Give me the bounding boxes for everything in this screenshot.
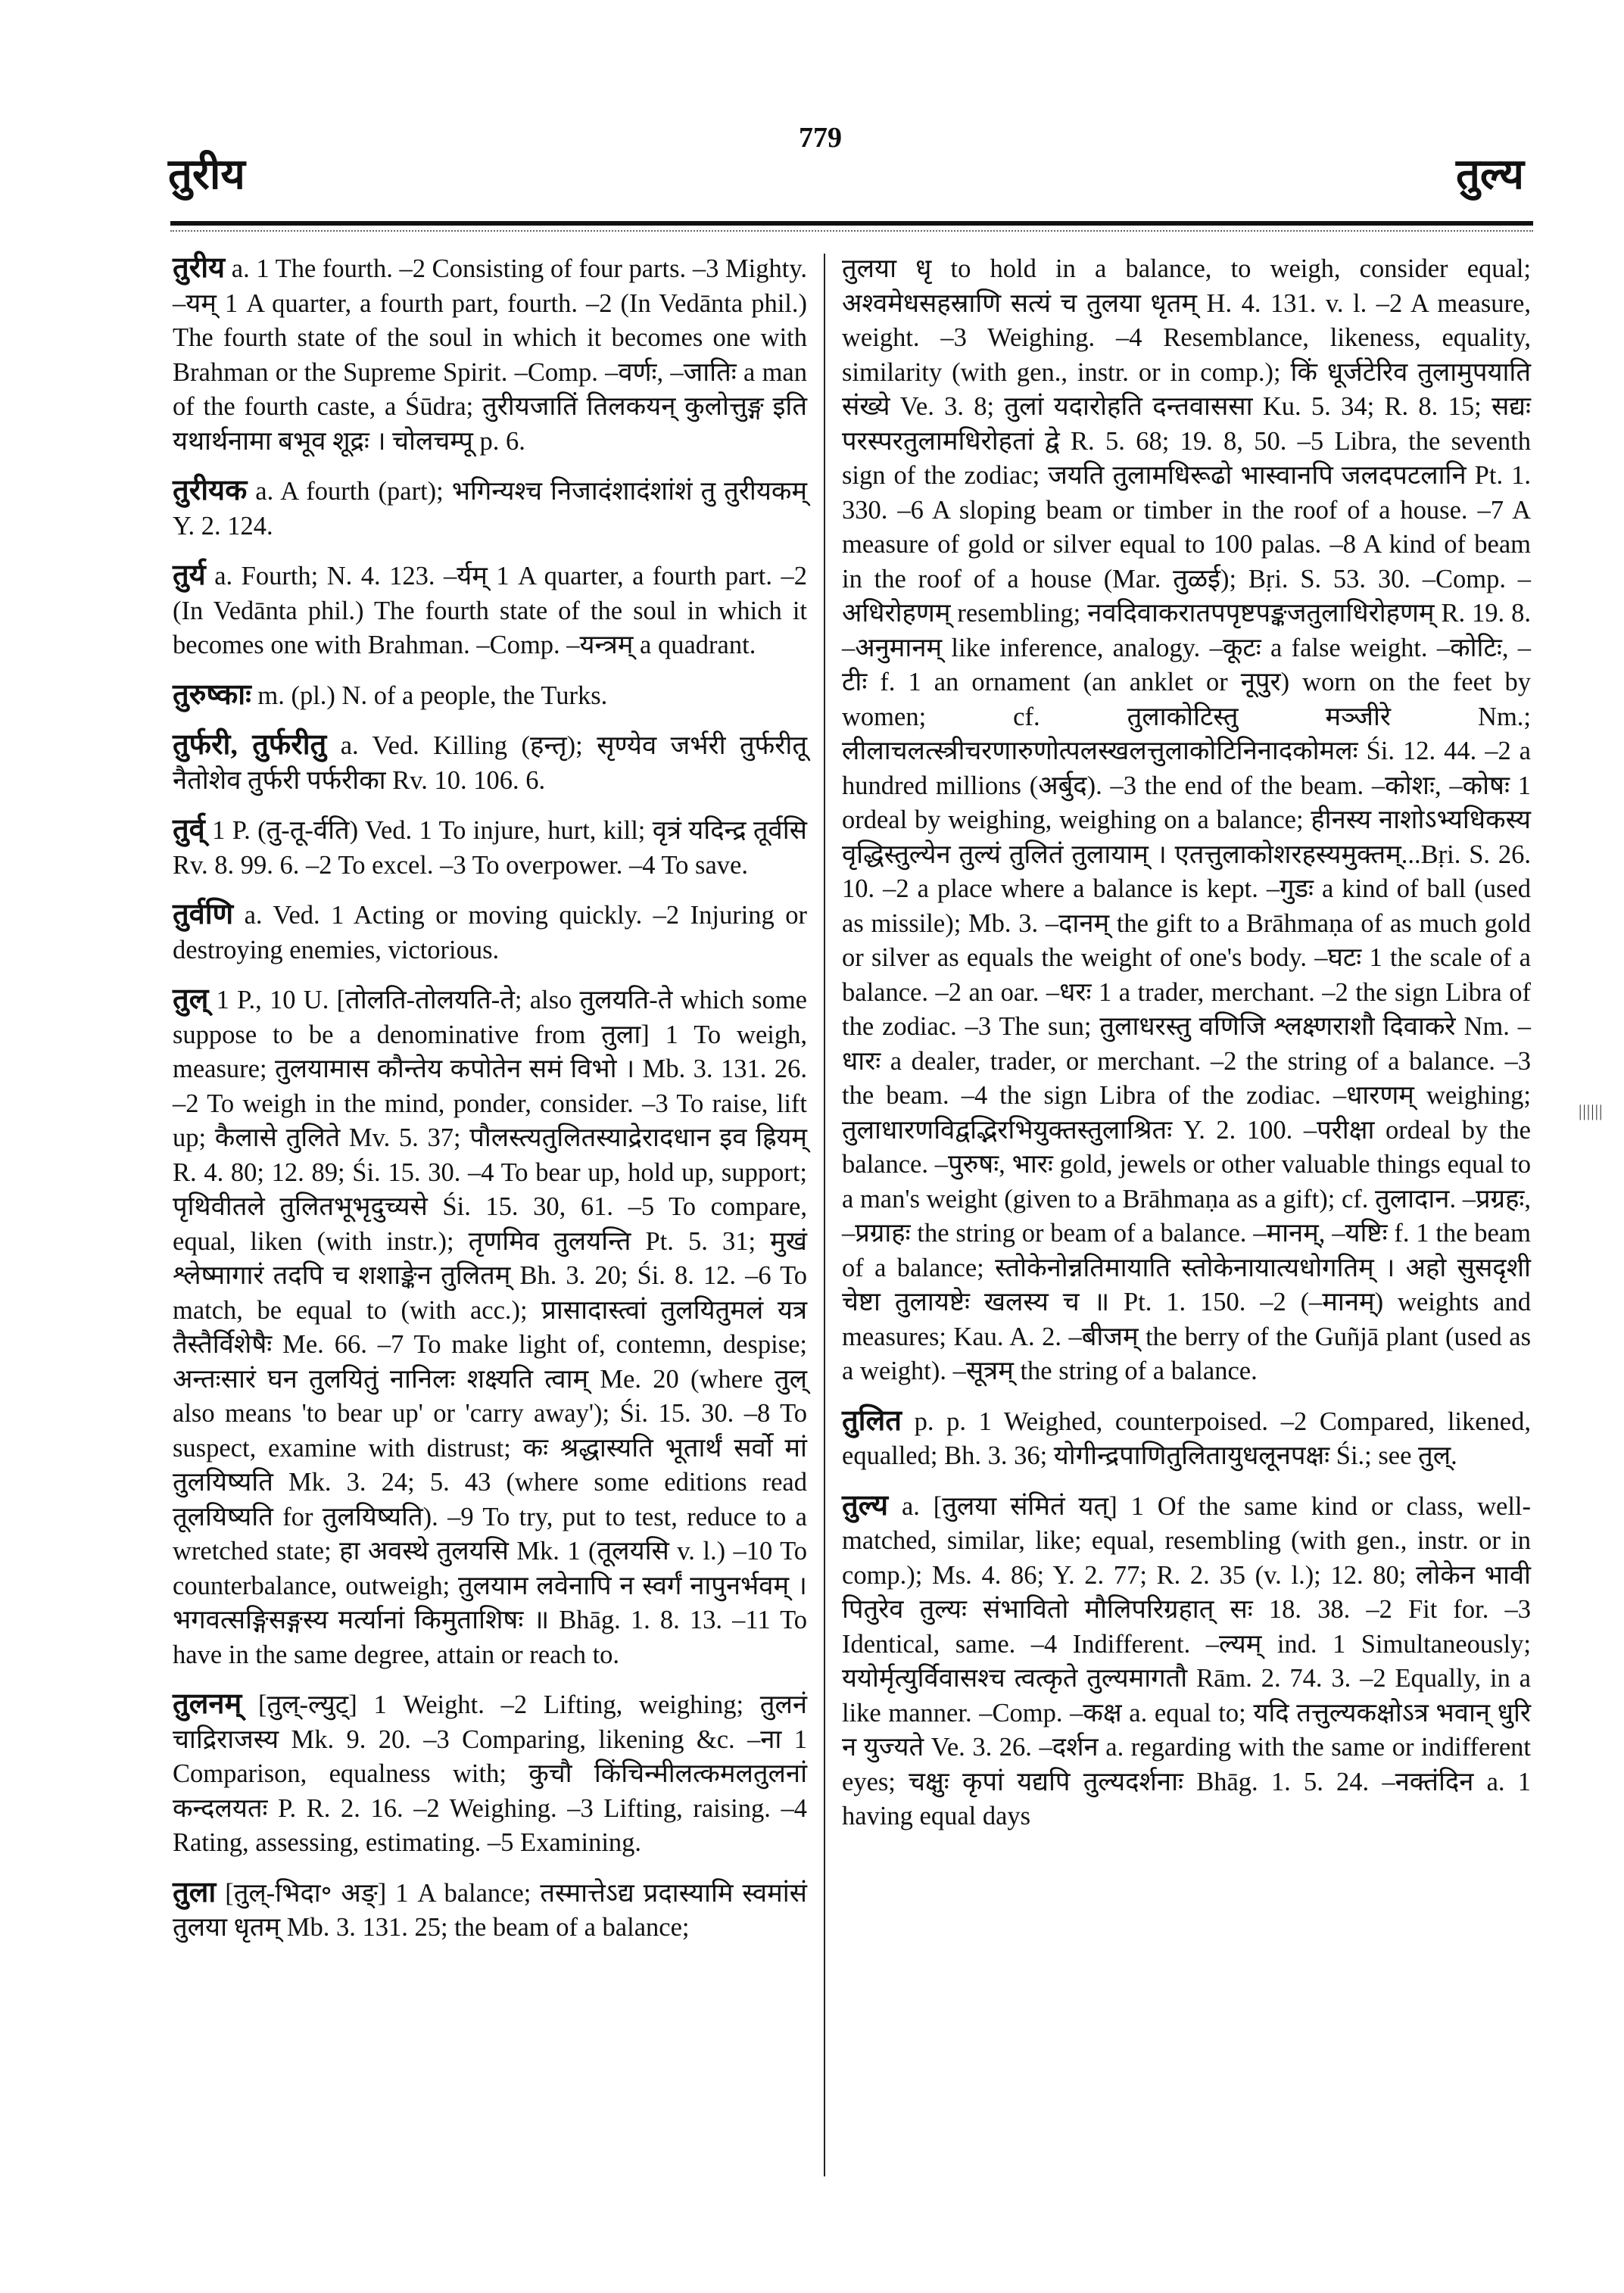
entry-headword: तुरीय (173, 252, 226, 284)
entry-headword: तुल्य (842, 1489, 889, 1522)
entry-definition: a. A fourth (part); भगिन्यश्च निजादंशादंशांशं तु तुरीयकम् Y. 2. 124. (173, 477, 807, 541)
entry-definition: तुलया धृ to hold in a balance, to weigh, consider equal; अश्वमेधसहस्राणि सत्यं च तुलया धृतम् H. 4. 131. v. l. –2 A measure, weight. –3 Weighing. –4 Resemblance, likeness, equality, similarity (with gen., instr. or in comp.); किं धूर्जटेरिव तुलामुपयाति संख्ये Ve. 3. 8; तुलां यदारोहति दन्तवाससा Ku. 5. 34; R. 8. 15; सद्यः परस्परतुलामधिरोहतां द्वे R. 5. 68; 19. 8, 50. –5 Libra, the seventh sign of the zodiac; जयति तुलामधिरूढो भास्वानपि जलदपटलानि Pt. 1. 330. –6 A sloping beam or timber in the roof of a house. –7 A measure of gold or silver equal to 100 palas. –8 A kind of beam in the roof of a house (Mar. तुळई); Bṛi. S. 53. 30. –Comp. –अधिरोहणम् resembling; नवदिवाकरातपपृष्टपङ्कजतुलाधिरोहणम् R. 19. 8. –अनुमानम् like inference, analogy. –कूटः a false weight. –कोटिः, –टीः f. 1 an ornament (an anklet or नूपुर) worn on the feet by women; cf. तुलाकोटिस्तु मञ्जीरे Nm.; लीलाचलत्स्त्रीचरणारुणोत्पलस्खलत्तुलाकोटिनिनादकोमलः Śi. 12. 44. –2 a hundred millions (अर्बुद). –3 the end of the beam. –कोशः, –कोषः 1 ordeal by weighing, weighing on a balance; हीनस्य नाशोऽभ्यधिकस्य वृद्धिस्तुल्येन तुल्यं तुलितं तुलायाम् । एतत्तुलाकोशरहस्यमुक्तम्...Bṛi. S. 26. 10. –2 a place where a balance is kept. –गुडः a kind of ball (used as missile); Mb. 3. –दानम् the gift to a Brāhmaṇa of as much gold or silver as equals the weight of one's body. –घटः 1 the scale of a balance. –2 an oar. –धरः 1 a trader, merchant. –2 the sign Libra of the zodiac. –3 The sun; तुलाधरस्तु वणिजि श्लक्ष्णराशौ दिवाकरे Nm. –धारः a dealer, trader, or merchant. –2 the string of a balance. –3 the beam. –4 the sign Libra of the zodiac. –धारणम् weighing; तुलाधारणविद्वद्भिरभियुक्तस्तुलाश्रितः Y. 2. 100. –परीक्षा ordeal by the balance. –पुरुषः, भारः gold, jewels or other valuable things equal to a man's weight (given to a Brāhmaṇa as a gift); cf. तुलादान. –प्रग्रहः, –प्रग्राहः the string or beam of a balance. –मानम्, –यष्टिः f. 1 the beam of a balance; स्तोकेनोन्नतिमायाति स्तोकेनायात्यधोगतिम् । अहो सुसदृशी चेष्टा तुलायष्टेः खलस्य च ॥ Pt. 1. 150. –2 (–मानम्) weights and measures; Kau. A. 2. –बीजम् the berry of the Guñjā plant (used as a weight). –सूत्रम् the string of a balance. (842, 254, 1531, 1385)
entry-headword: तुलित (842, 1404, 902, 1437)
entry-definition: a. Ved. Killing (हन्तृ); सृण्येव जर्भरी तुर्फरीतू नैतोशेव तुर्फरी पर्फरीका Rv. 10. 106. 6. (173, 731, 807, 795)
entry-headword: तुरुष्काः (173, 678, 251, 711)
entry-headword: तुल् (173, 983, 209, 1015)
entry-definition: a. 1 The fourth. –2 Consisting of four parts. –3 Mighty. –यम् 1 A quarter, a fourth part, fourth. –2 (In Vedānta phil.) The fourth state of the soul in which it becomes one with Brahman or the Supreme Spirit. –Comp. –वर्णः, –जातिः a man of the fourth caste, a Śūdra; तुरीयजातिं तिलकयन् कुलोत्तुङ्ग इति यथार्थनामा बभूव शूद्रः । चोलचम्पू p. 6. (173, 254, 807, 456)
dictionary-entry (173, 474, 807, 544)
dictionary-entry (173, 983, 807, 1672)
entry-headword: तुर्व् (173, 814, 205, 846)
entry-definition: [तुल्-भिदा॰ अङ्] 1 A balance; तस्मात्तेऽद्य प्रदास्यामि स्वमांसं तुलया धृतम् Mb. 3. 131. 25; the beam of a balance; (173, 1878, 807, 1942)
entry-headword: तुर्फरी, तुर्फरीतु (173, 729, 327, 761)
right-column (842, 251, 1531, 1849)
dictionary-entry (842, 1404, 1531, 1474)
entry-headword: तुर्य (173, 559, 206, 591)
dictionary-entry (842, 1489, 1531, 1834)
entry-definition: 1 P., 10 U. [तोलति-तोलयति-ते; also तुलयति-ते which some suppose to be a denominative from तुला] 1 To weigh, measure; तुलयामास कौन्तेय कपोतेन समं विभो । Mb. 3. 131. 26. –2 To weigh in the mind, ponder, consider. –3 To raise, lift up; कैलासे तुलिते Mv. 5. 37; पौलस्त्यतुलितस्याद्रेरादधान इव ह्रियम् R. 4. 80; 12. 89; Śi. 15. 30. –4 To bear up, hold up, support; पृथिवीतले तुलितभूभृदुच्यसे Śi. 15. 30, 61. –5 To compare, equal, liken (with instr.); तृणमिव तुलयन्ति Pt. 5. 31; मुखं श्लेष्मागारं तदपि च शशाङ्केन तुलितम् Bh. 3. 20; Śi. 8. 12. –6 To match, be equal to (with acc.); प्रासादास्त्वां तुलयितुमलं यत्र तैस्तैर्विशेषैः Me. 66. –7 To make light of, contemn, despise; अन्तःसारं घन तुलयितुं नानिलः शक्ष्यति त्वाम् Me. 20 (where तुल् also means 'to bear up' or 'carry away'); Śi. 15. 30. –8 To suspect, examine with distrust; कः श्रद्धास्यति भूतार्थं सर्वो मां तुलयिष्यति Mk. 3. 24; 5. 43 (where some editions read तूलयिष्यति for तुलयिष्यति). –9 To try, put to test, reduce to a wretched state; हा अवस्थे तुलयसि Mk. 1 (तूलयसि v. l.) –10 To counterbalance, outweigh; तुलयाम लवेनापि न स्वर्गं नापुनर्भवम् । भगवत्सङ्गिसङ्गस्य मर्त्यानां किमुताशिषः ॥ Bhāg. 1. 8. 13. –11 To have in the same degree, attain or reach to. (173, 986, 807, 1669)
dictionary-entry (173, 813, 807, 883)
entry-definition: a. Fourth; N. 4. 123. –र्यम् 1 A quarter, a fourth part. –2 (In Vedānta phil.) The fourth state of the soul in which it becomes one with Brahman. –Comp. –यन्त्रम् a quadrant. (173, 562, 807, 659)
header-rule (170, 221, 1533, 226)
page-number: 779 (799, 122, 842, 154)
entry-definition: [तुल्-ल्युट्] 1 Weight. –2 Lifting, weighing; तुलनं चाद्रिराजस्य Mk. 9. 20. –3 Comparing, likening &c. –ना 1 Comparison, equalness with; कुचौ किंचिन्मीलत्कमलतुलनां कन्दलयतः P. R. 2. 16. –2 Weighing. –3 Lifting, raising. –4 Rating, assessing, estimating. –5 Examining. (173, 1690, 807, 1857)
margin-marks: |||||| (1579, 1101, 1604, 1120)
running-head-right: तुल्य (1456, 151, 1524, 198)
entry-definition: a. Ved. 1 Acting or moving quickly. –2 Injuring or destroying enemies, victorious. (173, 901, 807, 964)
left-column (173, 251, 807, 1961)
column-divider (824, 254, 825, 2176)
entry-headword: तुलनम् (173, 1688, 242, 1720)
entry-headword: तुला (173, 1876, 217, 1908)
entry-definition: p. p. 1 Weighed, counterpoised. –2 Compared, likened, equalled; Bh. 3. 36; योगीन्द्रपाणितुलितायुधलूनपक्षः Śi.; see तुल्. (842, 1407, 1531, 1470)
dictionary-entry (842, 251, 1531, 1389)
running-head-left: तुरीय (168, 151, 245, 198)
dictionary-entry (173, 728, 807, 798)
entry-definition: m. (pl.) N. of a people, the Turks. (251, 681, 608, 710)
entry-definition: a. [तुलया संमितं यत्] 1 Of the same kind or class, well-matched, similar, like; equal, resembling (with gen., instr. or in comp.); Ms. 4. 86; Y. 2. 77; R. 2. 35 (v. l.); 12. 80; लोकेन भावी पितुरेव तुल्यः संभावितो मौलिपरिग्रहात् सः 18. 38. –2 Fit for. –3 Identical, same. –4 Indifferent. –ल्यम् ind. 1 Simultaneously; ययोर्मृत्युर्विवासश्च त्वत्कृते तुल्यमागतौ Rām. 2. 74. 3. –2 Equally, in a like manner. –Comp. –कक्ष a. equal to; यदि तत्तुल्यकक्षोऽत्र भवान् धुरि न युज्यते Ve. 3. 26. –दर्शन a. regarding with the same or indifferent eyes; चक्षुः कृपां यद्यपि तुल्यदर्शनाः Bhāg. 1. 5. 24. –नक्तंदिन a. 1 having equal days (842, 1491, 1531, 1830)
dictionary-entry (173, 251, 807, 459)
dictionary-entry (173, 559, 807, 663)
dictionary-entry (173, 1876, 807, 1946)
header-dotted-rule (170, 230, 1533, 232)
dictionary-entry (173, 1687, 807, 1861)
entry-headword: तुरीयक (173, 475, 248, 506)
entry-headword: तुर्वणि (173, 899, 234, 930)
entry-definition: 1 P. (तु-तू-र्वति) Ved. 1 To injure, hurt, kill; वृत्रं यदिन्द्र तूर्वसि Rv. 8. 99. 6. –2 To excel. –3 To overpower. –4 To save. (173, 816, 807, 880)
dictionary-entry (173, 678, 807, 714)
dictionary-entry (173, 898, 807, 967)
